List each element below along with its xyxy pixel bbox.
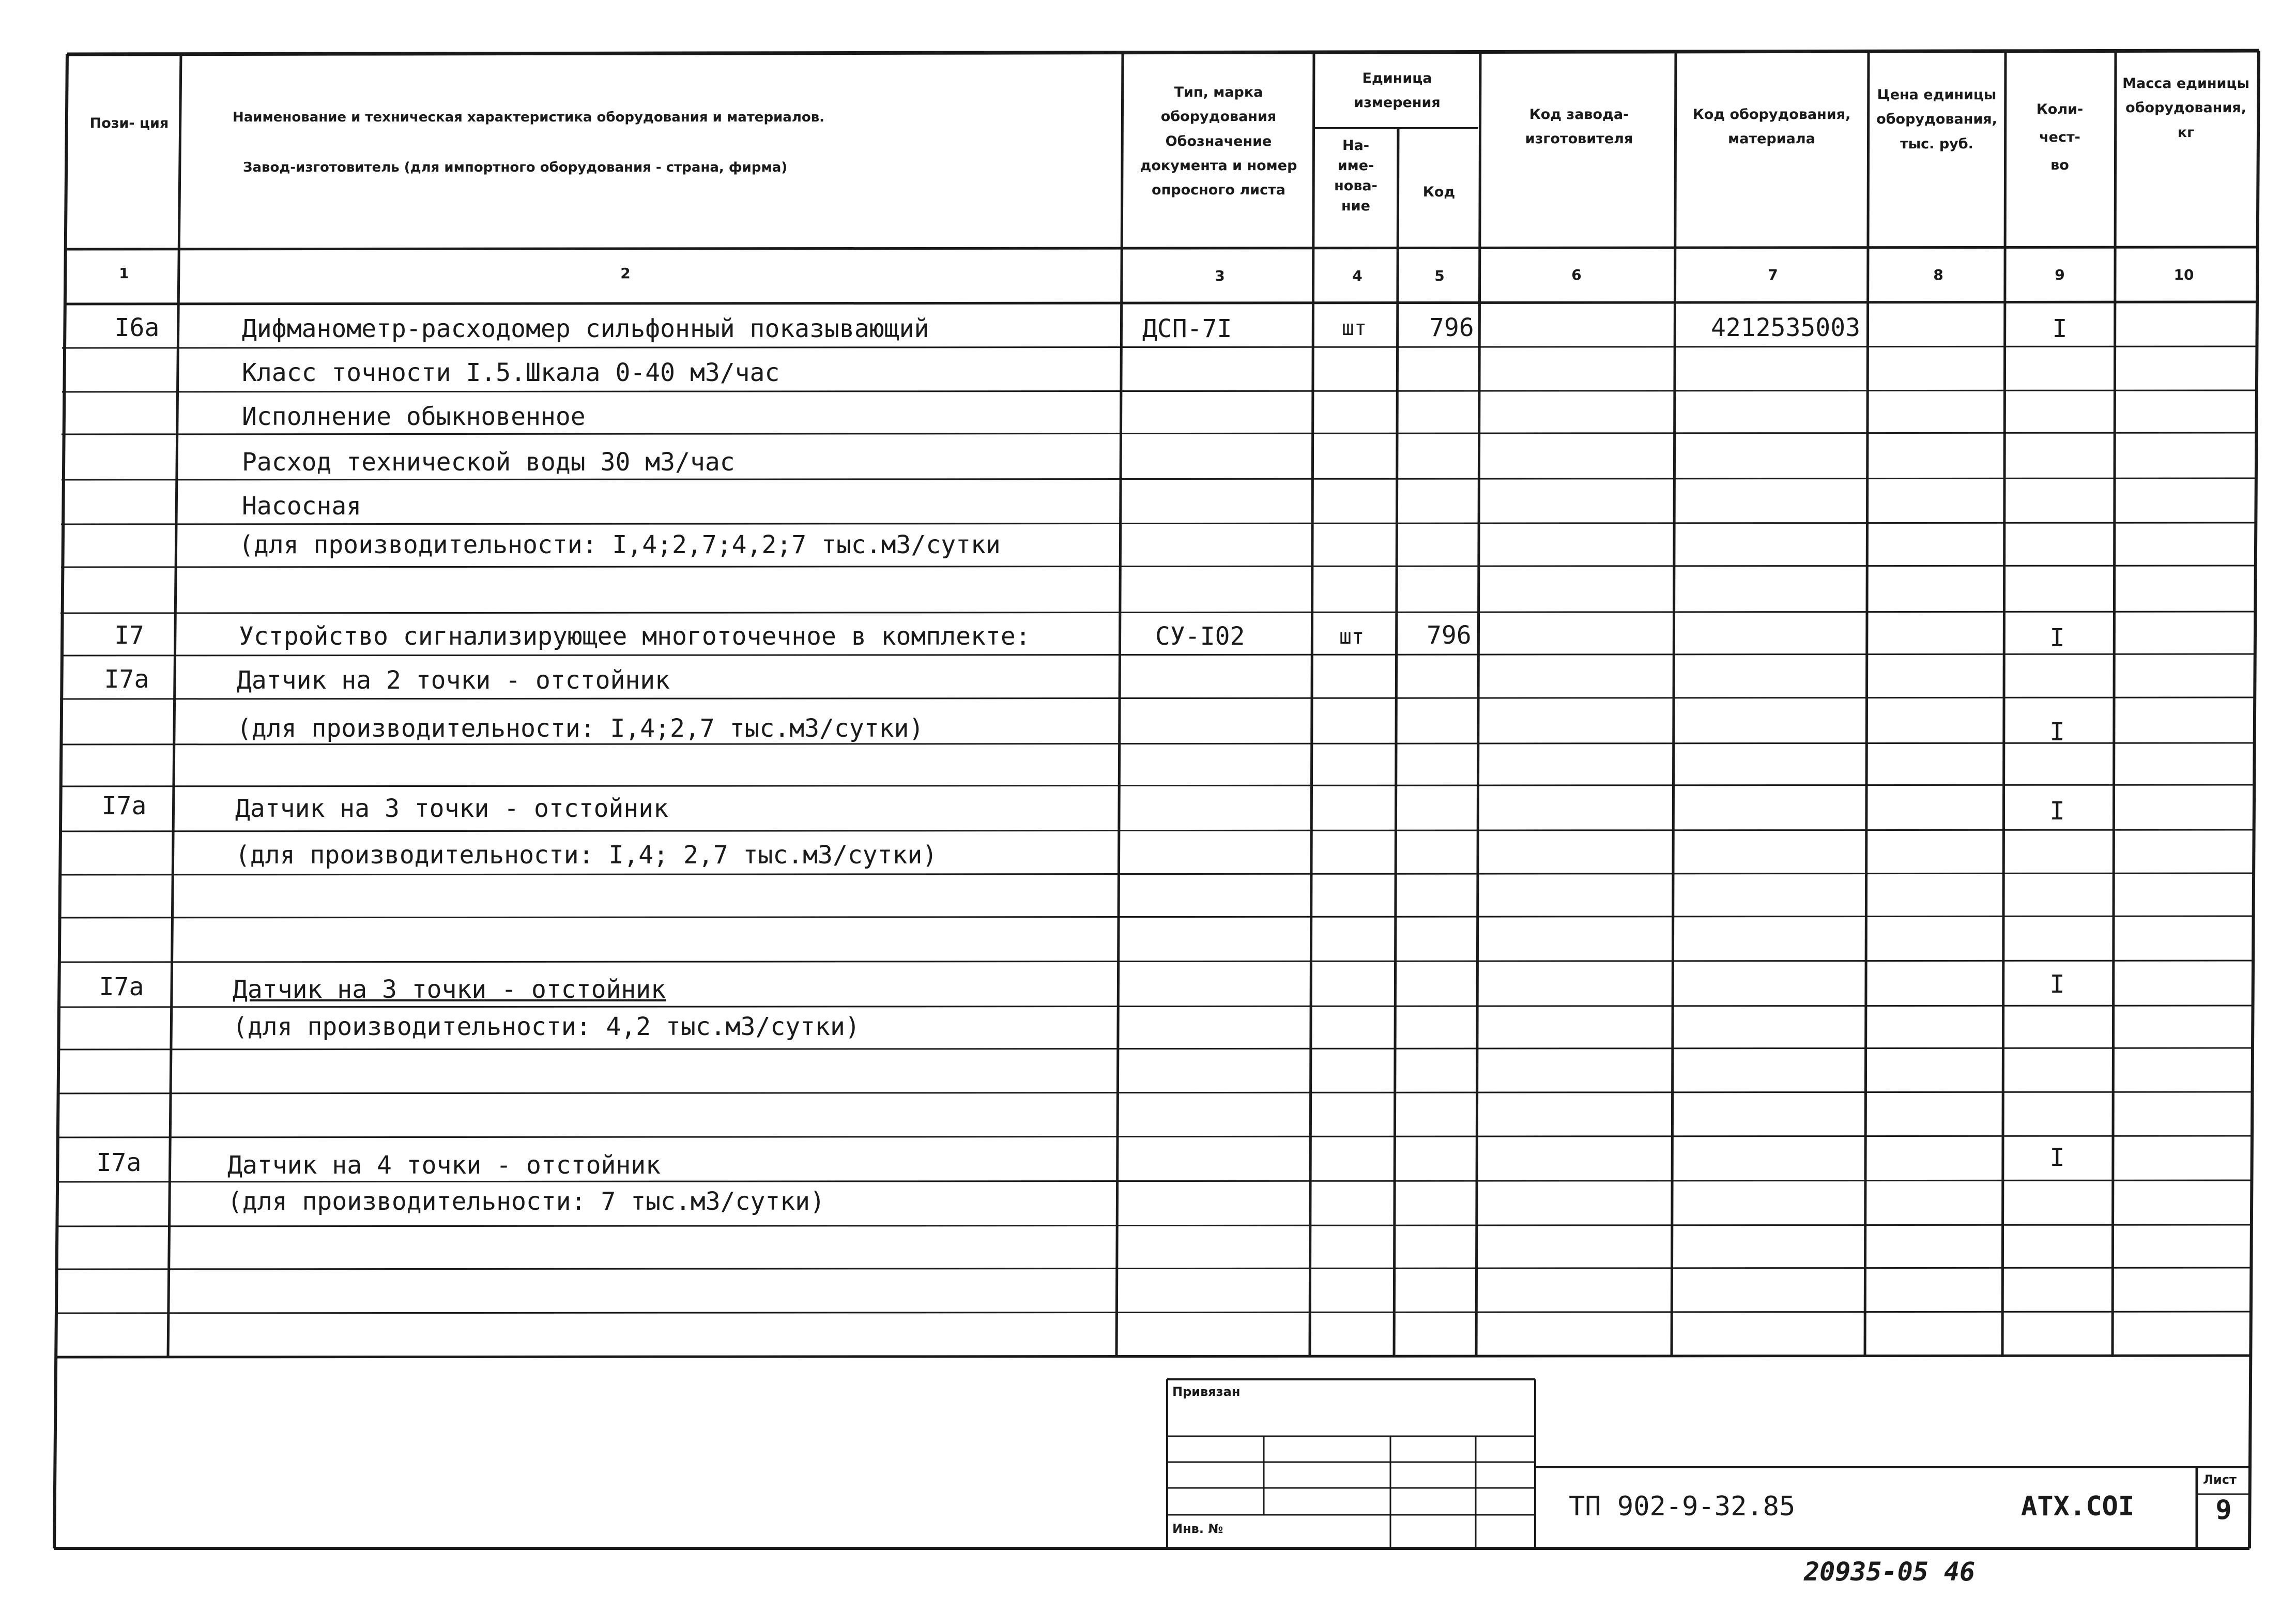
column-number-4: 4 — [1352, 267, 1363, 284]
header-name-line1: Наименование и техническая характеристика оборудования и материалов. — [233, 110, 825, 125]
header-price: Цена единицы оборудования, тыс. руб. — [1876, 87, 1997, 152]
row-12-position: I7а — [99, 972, 144, 1001]
column-number-5: 5 — [1434, 267, 1445, 284]
row-15-name: (для производительности: 7 тыс.м3/сутки) — [227, 1187, 825, 1216]
row-8-name: Датчик на 2 точки - отстойник — [237, 666, 670, 695]
row-2-name: Класс точности I.5.Шкала 0-40 м3/час — [242, 358, 780, 387]
row-13-name: (для производительности: 4,2 тыс.м3/сутки) — [233, 1012, 860, 1041]
row-7-position: I7 — [114, 621, 144, 650]
header-quantity: Коли- чест- во — [2036, 101, 2084, 173]
row-14-position: I7а — [96, 1148, 142, 1177]
inventory-number-label: Инв. № — [1172, 1522, 1223, 1536]
row-8-position: I7а — [104, 665, 149, 694]
row-7-unit: шт — [1339, 625, 1365, 649]
row-7-name: Устройство сигнализирующее многоточечное в комплекте: — [239, 622, 1031, 651]
header-name-line2: Завод-изготовитель (для импортного оборудования - страна, фирма) — [243, 160, 788, 175]
row-1-name: Дифманометр-расходомер сильфонный показывающий — [242, 314, 929, 343]
handwritten-archive-number: 20935-05 46 — [1804, 1557, 1976, 1587]
header-unit-group: Единица измерения — [1354, 70, 1441, 111]
row-1-equipment-code: 4212535003 — [1711, 313, 1860, 342]
column-number-7: 7 — [1768, 266, 1778, 283]
column-number-2: 2 — [620, 265, 631, 282]
column-number-9: 9 — [2055, 266, 2065, 283]
row-5-name: Насосная — [242, 492, 362, 521]
sheet-number: 9 — [2215, 1495, 2232, 1526]
header-unit-name: На- име- нова- ние — [1334, 138, 1377, 215]
header-type: Тип, марка оборудования Обозначение документа и номер опросного листа — [1140, 84, 1297, 198]
row-1-unit-code: 796 — [1429, 313, 1474, 342]
row-14-name: Датчик на 4 точки - отстойник — [227, 1151, 661, 1180]
document-code: ТП 902-9-32.85 — [1569, 1491, 1796, 1522]
sheet-label: Лист — [2203, 1472, 2237, 1487]
row-9-name: (для производительности: I,4;2,7 тыс.м3/сутки) — [237, 714, 924, 743]
row-12-quantity: I — [2049, 970, 2065, 999]
row-10-name: Датчик на 3 точки - отстойник — [235, 794, 669, 823]
row-12-name: Датчик на 3 точки - отстойник — [233, 975, 666, 1004]
row-7-quantity: I — [2049, 623, 2065, 652]
header-equipment-code: Код оборудования, материала — [1692, 107, 1851, 147]
linked-label: Привязан — [1172, 1385, 1241, 1399]
column-number-8: 8 — [1933, 266, 1943, 283]
row-7-unit-code: 796 — [1427, 621, 1472, 650]
header-position: Пози- ция — [89, 115, 169, 131]
sheet-code: АТХ.СОI — [2021, 1491, 2135, 1522]
row-1-quantity: I — [2052, 314, 2068, 343]
row-14-quantity: I — [2049, 1143, 2065, 1172]
header-mass: Масса единицы оборудования, кг — [2122, 75, 2249, 141]
row-1-type: ДСП-7I — [1142, 314, 1232, 343]
row-11-name: (для производительности: I,4; 2,7 тыс.м3/сутки) — [235, 841, 938, 870]
row-7-type: СУ-I02 — [1155, 622, 1245, 651]
row-10-quantity: I — [2049, 797, 2065, 826]
header-maker-code: Код завода-изготовителя — [1525, 107, 1633, 147]
column-number-6: 6 — [1571, 266, 1582, 283]
row-6-name: (для производительности: I,4;2,7;4,2;7 тыс.м3/сутки — [239, 530, 1001, 559]
row-1-position: I6а — [114, 313, 160, 342]
row-10-position: I7а — [101, 792, 147, 820]
header-unit-code: Код — [1422, 184, 1456, 200]
column-number-3: 3 — [1215, 267, 1225, 284]
column-number-10: 10 — [2173, 266, 2194, 283]
row-3-name: Исполнение обыкновенное — [242, 402, 586, 431]
column-number-1: 1 — [119, 265, 129, 282]
row-9-quantity: I — [2049, 718, 2065, 747]
row-4-name: Расход технической воды 30 м3/час — [242, 448, 735, 477]
row-1-unit: шт — [1341, 316, 1367, 340]
